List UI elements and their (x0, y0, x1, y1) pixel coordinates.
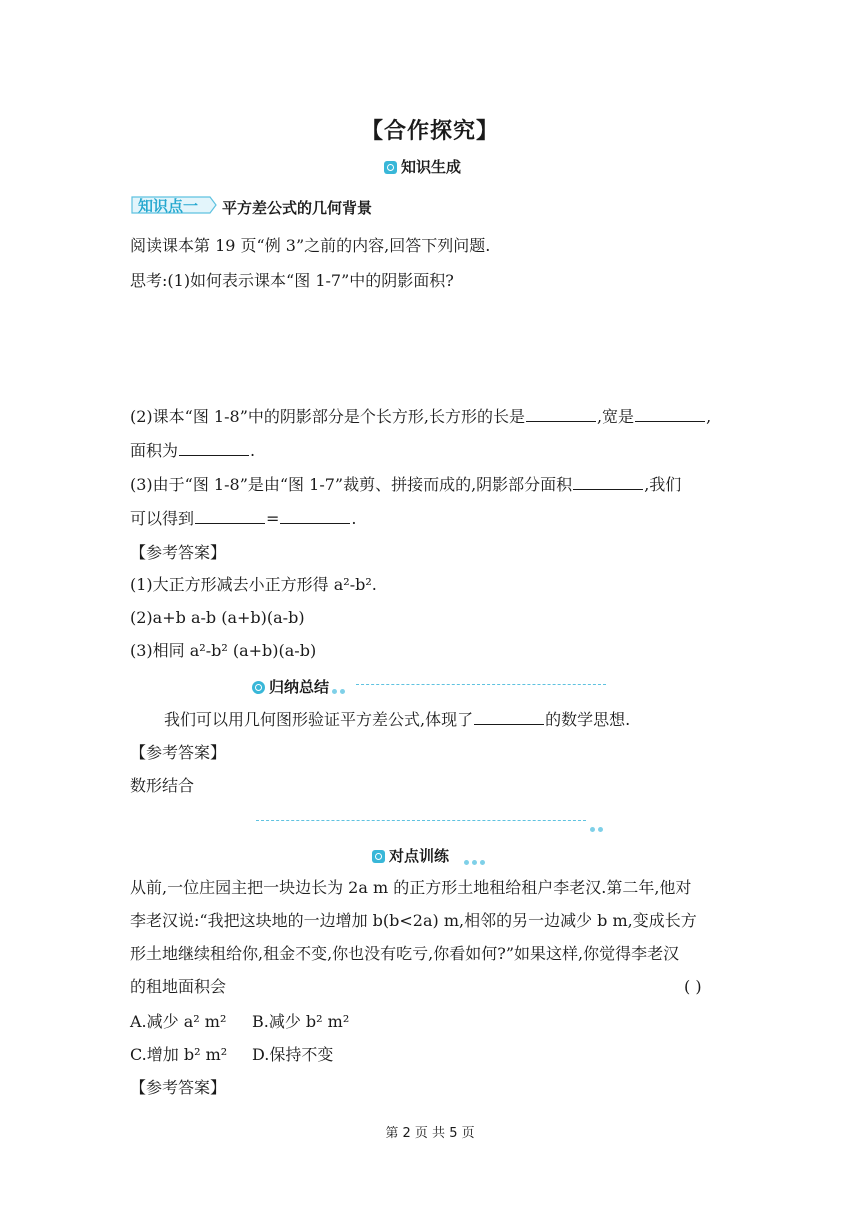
question-2-line1 (130, 405, 711, 429)
question-2-line2 (130, 439, 255, 463)
q2-text-d: 面积为 (130, 441, 179, 460)
q2-text-c: , (706, 407, 712, 426)
q3-text-e: . (351, 509, 357, 528)
answer-1: (1)大正方形减去小正方形得 a²-b². (130, 575, 377, 594)
practice-header-label: 对点训练 (389, 847, 450, 865)
practice-line-1: 从前,一位庄园主把一块边长为 2a m 的正方形土地租给租户李老汉.第二年,他对 (130, 878, 692, 897)
answer-parentheses[interactable]: ( ) (684, 977, 702, 996)
summary-text-a: 我们可以用几何图形验证平方差公式,体现了 (164, 710, 474, 729)
reference-answer-label: 【参考答案】 (130, 543, 227, 562)
option-c[interactable]: C.增加 b² m² (130, 1045, 228, 1064)
summary-text (164, 708, 630, 732)
summary-text-b: 的数学思想. (545, 710, 631, 729)
page-footer: 第 2 页 共 5 页 (385, 1126, 475, 1141)
summary-end-dots (590, 817, 606, 836)
q2-text-b: ,宽是 (596, 407, 635, 426)
reference-answer-label: 【参考答案】 (130, 743, 227, 762)
answer-blank[interactable] (179, 439, 249, 456)
practice-dots (464, 850, 488, 869)
option-a[interactable]: A.减少 a² m² (130, 1012, 227, 1031)
answer-blank[interactable] (195, 507, 265, 524)
summary-header-label: 归纳总结 (269, 678, 330, 696)
answer-blank[interactable] (573, 473, 643, 490)
option-d[interactable]: D.保持不变 (252, 1045, 334, 1064)
page-title: 【合作探究】 (360, 119, 499, 144)
answer-blank[interactable] (474, 708, 544, 725)
summary-end-divider (256, 820, 586, 821)
summary-dots (332, 679, 348, 698)
answer-3: (3)相同 a²-b² (a+b)(a-b) (130, 641, 317, 660)
intro-text: 阅读课本第 19 页“例 3”之前的内容,回答下列问题. (130, 236, 491, 255)
q2-text-a: (2)课本“图 1-8”中的阴影部分是个长方形,长方形的长是 (130, 407, 525, 426)
answer-2: (2)a+b a-b (a+b)(a-b) (130, 608, 305, 627)
answer-blank[interactable] (526, 405, 596, 422)
q3-text-a: (3)由于“图 1-8”是由“图 1-7”裁剪、拼接而成的,阴影部分面积 (130, 475, 573, 494)
kp1-tag: 知识点一 (138, 197, 199, 215)
practice-header (372, 845, 449, 866)
reference-answer-label: 【参考答案】 (130, 1078, 227, 1097)
q3-text-d: = (266, 509, 280, 528)
answer-blank[interactable] (635, 405, 705, 422)
kp1-heading: 平方差公式的几何背景 (222, 199, 373, 217)
question-1: 思考:(1)如何表示课本“图 1-7”中的阴影面积? (130, 271, 454, 290)
q3-text-c: 可以得到 (130, 509, 195, 528)
q2-text-e: . (250, 441, 256, 460)
answer-blank[interactable] (280, 507, 350, 524)
practice-line-3: 形土地继续租给你,租金不变,你也没有吃亏,你看如何?”如果这样,你觉得李老汉 (130, 944, 680, 963)
summary-header (252, 676, 329, 697)
q3-text-b: ,我们 (644, 475, 682, 494)
summary-answer: 数形结合 (130, 776, 195, 795)
practice-line-4: 的租地面积会 (130, 977, 227, 996)
knowledge-header-label: 知识生成 (401, 158, 462, 176)
option-b[interactable]: B.减少 b² m² (252, 1012, 350, 1031)
practice-line-2: 李老汉说:“我把这块地的一边增加 b(b<2a) m,相邻的另一边减少 b m,变成长方 (130, 911, 697, 930)
pen-icon (252, 681, 265, 694)
knowledge-header (384, 156, 461, 177)
knowledge-icon (384, 161, 397, 174)
question-3-line2 (130, 507, 357, 531)
question-3-line1 (130, 473, 681, 497)
edit-icon (372, 850, 385, 863)
summary-divider (356, 684, 606, 685)
